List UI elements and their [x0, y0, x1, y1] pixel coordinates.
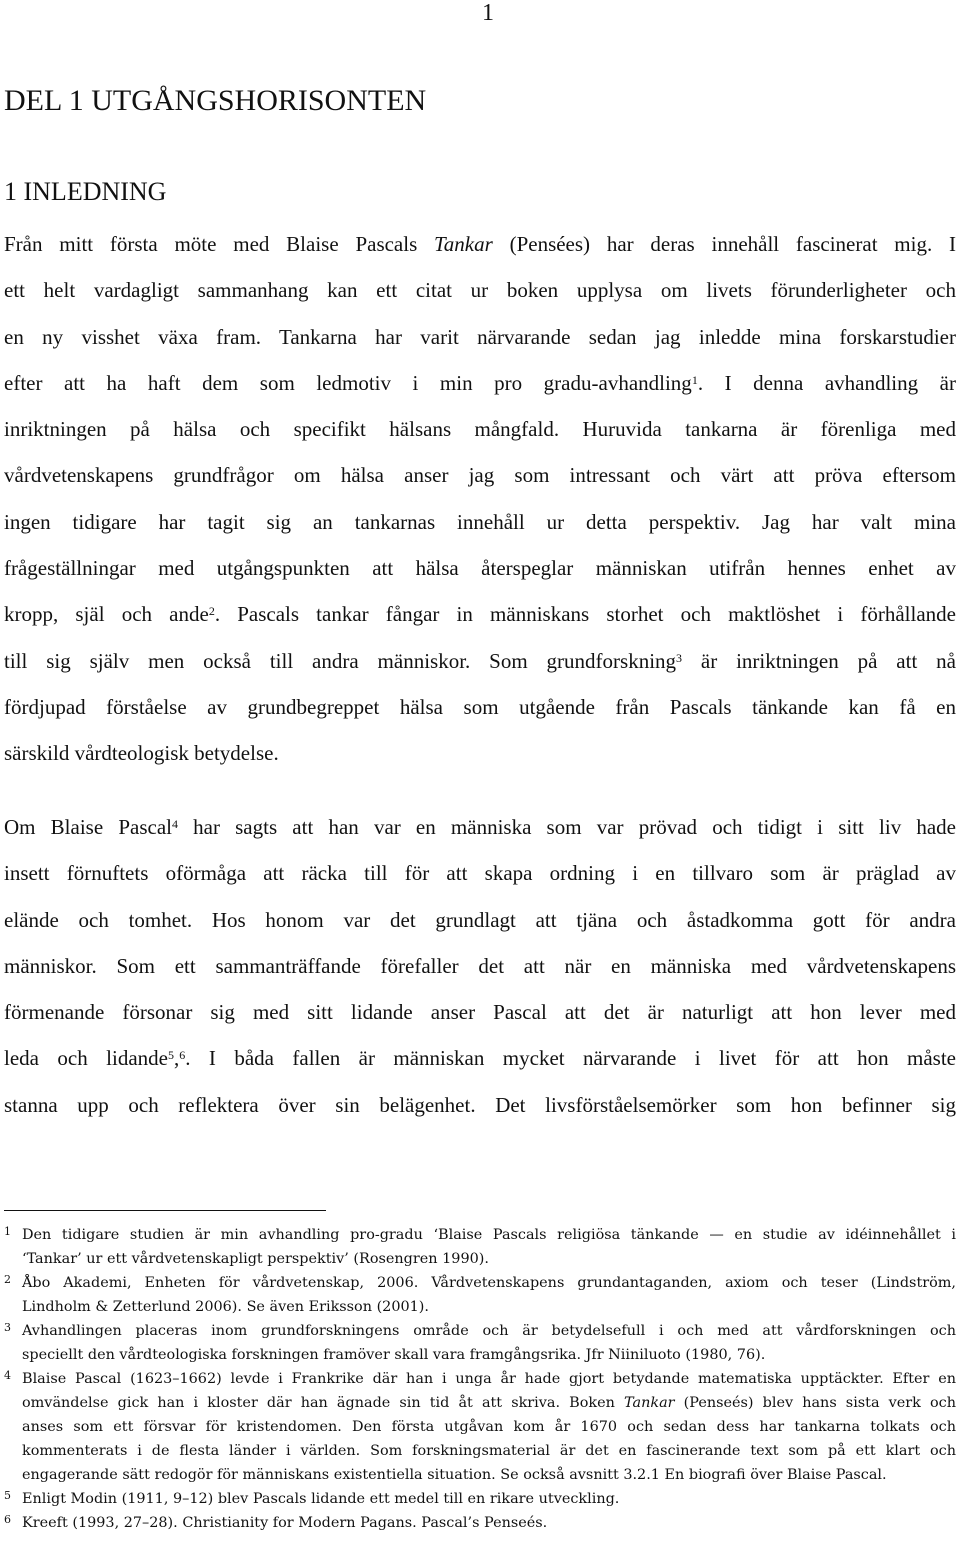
footnote-4 — [4, 1367, 956, 1487]
footnote-line: Lindholm & Zetterlund 2006). Se även Eriksson (2001). — [22, 1299, 429, 1315]
footnote-line: omvändelse gick han i kloster där han ägnade sin tid åt att skriva. Boken Tankar (Penseés) blev hans sista verk och — [22, 1395, 957, 1411]
footnote-line: anses som ett försvar för kristendomen. Den första utgåvan kom år 1670 och sedan dess har tankarna tolkats och — [22, 1419, 956, 1435]
footnote-line: speciellt den vårdteologiska forskningen framöver skall vara framgångsrika. Jfr Niiniluoto (1980, 76). — [22, 1347, 766, 1363]
footnote-2 — [4, 1271, 956, 1319]
footnote-line: Åbo Akademi, Enheten för vårdvetenskap, 2006. Vårdvetenskapens grundantaganden, axiom och teser (Lindström, — [22, 1275, 956, 1291]
text-line: stanna upp och reflektera över sin belägenhet. Det livsförståelsemörker som hon befinner sig — [4, 1092, 956, 1117]
text-line: efter att ha haft dem som ledmotiv i min pro gradu-avhandling$^1$. I denna avhandling är — [4, 370, 957, 395]
text-line: elände och tomhet. Hos honom var det grundlagt att tjäna och åstadkomma gott för andra — [4, 907, 956, 932]
text-line: särskild vårdteologisk betydelse. — [4, 741, 279, 766]
text-line: Om Blaise Pascal$^4$ har sagts att han var en människa som var prövad och tidigt i sitt liv hade — [4, 815, 957, 839]
footnote-number: 1 — [4, 1225, 11, 1238]
body-paragraph-2 — [4, 804, 956, 1128]
footnote-reference: 5 — [167, 1048, 174, 1063]
footnote-number: 5 — [4, 1489, 11, 1502]
text-line: inriktningen på hälsa och specifikt hälsans mångfald. Huruvida tankarna är förenliga med — [4, 417, 956, 442]
footnote-separator — [4, 1210, 326, 1211]
italic-title: Tankar — [434, 232, 493, 256]
italic-title: Tankar — [624, 1395, 675, 1411]
text-line: vårdvetenskapens grundfrågor om hälsa anser jag som intressant och värt att pröva eftersom — [4, 463, 956, 488]
text-line: ingen tidigare har tagit sig an tankarnas innehåll ur detta perspektiv. Jag har valt mina — [4, 509, 956, 534]
footnote-reference: 6 — [179, 1048, 186, 1063]
footnote-number: 3 — [4, 1321, 11, 1334]
text-line: till sig själv men också till andra människor. Som grundforskning$^3$ är inriktningen på att nå — [4, 648, 956, 673]
footnote-reference: 4 — [171, 817, 178, 831]
text-line: ett helt vardagligt sammanhang kan ett citat ur boken upplysa om livets förunderligheter och — [4, 278, 956, 303]
body-paragraph-1 — [4, 221, 956, 777]
footnotes — [4, 1223, 956, 1535]
footnote-line: Blaise Pascal (1623–1662) levde i Frankrike där han i unga år hade gjort betydande matematiska upptäckter. Efter en — [22, 1371, 956, 1387]
footnote-line: engagerande sätt redogör för människans existentiella situation. Se också avsnitt 3.2.1 En biografi över Blaise Pascal. — [22, 1467, 887, 1483]
text-line: fördjupad förståelse av grundbegreppet hälsa som utgående från Pascals tänkande kan få en — [4, 694, 956, 719]
text-line: insett förnuftets oförmåga att räcka till för att skapa ordning i en tillvaro som är präglad av — [4, 861, 956, 886]
text-line: kropp, själ och ande$^2$. Pascals tankar fångar in människans storhet och maktlöshet i förhållande — [4, 602, 956, 627]
text-line: en ny visshet växa fram. Tankarna har varit närvarande sedan jag inledde mina forskarstudier — [4, 324, 956, 349]
page-number: 1 — [482, 0, 494, 26]
footnote-line: ‘Tankar’ ur ett vårdvetenskapligt perspektiv’ (Rosengren 1990). — [22, 1251, 489, 1267]
footnote-line: Avhandlingen placeras inom grundforskningens område och är betydelsefull i och med att vårdforskningen och — [22, 1323, 956, 1339]
text-line: förmenande försonar sig med sitt lidande anser Pascal att det är naturligt att hon lever med — [4, 1000, 956, 1025]
text-line: leda och lidande$^5$,$^6$. I båda fallen är människan mycket närvarande i livet för att hon måste — [4, 1046, 956, 1071]
footnote-3 — [4, 1319, 956, 1367]
section-title: 1 INLEDNING — [4, 177, 167, 206]
footnote-number: 2 — [4, 1273, 11, 1286]
text-line: frågeställningar med utgångspunkten att hälsa återspeglar människan utifrån hennes enhet av — [4, 556, 956, 581]
text-line: Från mitt första möte med Blaise Pascals Tankar (Pensées) har deras innehåll fascinerat mig. I — [4, 232, 956, 256]
text-line: människor. Som ett sammanträffande förefaller det att när en människa med vårdvetenskapens — [4, 953, 956, 978]
footnote-6 — [4, 1511, 956, 1535]
chapter-title: DEL 1 UTGÅNGSHORISONTEN — [4, 84, 427, 117]
footnote-line: Enligt Modin (1911, 9–12) blev Pascals lidande ett medel till en rikare utveckling. — [22, 1491, 620, 1507]
footnote-reference: 2 — [208, 604, 215, 619]
footnote-reference: 3 — [676, 650, 683, 665]
footnote-number: 4 — [4, 1369, 11, 1382]
footnote-number: 6 — [4, 1513, 11, 1526]
footnote-line: Den tidigare studien är min avhandling pro-gradu ‘Blaise Pascals religiösa tänkande — en studie av idéinnehållet i — [22, 1227, 956, 1243]
footnote-1 — [4, 1223, 956, 1271]
footnote-reference: 1 — [691, 372, 698, 387]
footnote-line: Kreeft (1993, 27–28). Christianity for Modern Pagans. Pascal’s Penseés. — [22, 1515, 548, 1531]
footnote-line: kommenterats i de flesta länder i världen. Som forskningsmaterial är det en fascinerande text som på ett klart och — [22, 1443, 956, 1459]
footnote-5 — [4, 1487, 956, 1511]
